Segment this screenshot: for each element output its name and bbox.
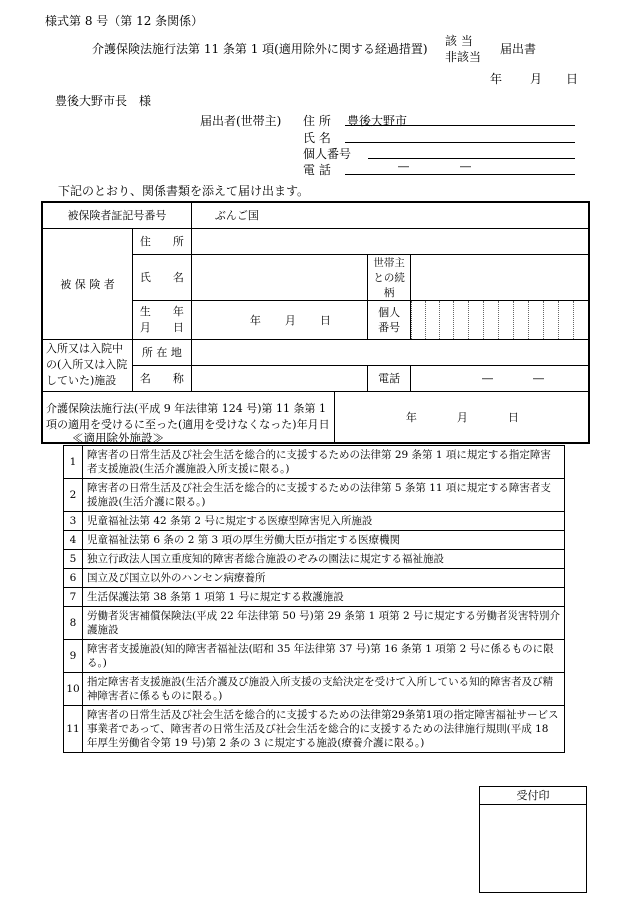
form-number: 様式第 8 号（第 12 条関係）	[45, 14, 204, 28]
date-day: 日	[566, 72, 579, 86]
exclusion-row	[64, 479, 565, 512]
id-digit-box[interactable]	[558, 301, 573, 339]
id-digit-box[interactable]	[498, 301, 513, 339]
facility-label: 入所又は入院中の(入所又は入院していた)施設	[42, 339, 132, 391]
exclusion-row	[64, 569, 565, 588]
facility-phone-sep1: ―	[481, 371, 493, 385]
receipt-stamp-box	[479, 786, 587, 893]
title-suffix: 届出書	[500, 42, 537, 56]
facility-name-field[interactable]	[191, 365, 367, 391]
notifier-name-label: 氏 名	[303, 131, 331, 145]
notifier-id-label: 個人番号	[303, 147, 352, 161]
exclusion-row	[64, 512, 565, 531]
exclusion-text: 労働者災害補償保険法(平成 22 年法律第 50 号)第 29 条第 1 項第 2 号に規定する労働者災害特別介護施設	[83, 607, 565, 640]
insured-table	[41, 201, 590, 444]
exclusion-number: 8	[64, 607, 83, 640]
facility-phone-sep2: ―	[532, 371, 544, 385]
id-digit-box[interactable]	[573, 301, 588, 339]
title-option-not-applicable: 非該当	[445, 50, 482, 64]
exclusion-number: 2	[64, 479, 83, 512]
address-field[interactable]	[191, 228, 589, 254]
notifier-phone-label: 電 話	[303, 163, 331, 177]
notifier-phone-line[interactable]	[345, 174, 575, 175]
exclusion-number: 5	[64, 550, 83, 569]
relation-field[interactable]	[410, 254, 589, 300]
notifier-id-line[interactable]	[368, 158, 575, 159]
location-field[interactable]	[191, 339, 589, 365]
exclusion-number: 9	[64, 640, 83, 673]
birth-label	[132, 300, 191, 339]
id-digit-box[interactable]	[513, 301, 528, 339]
id-number-boxes	[411, 301, 588, 339]
exclusion-row	[64, 607, 565, 640]
notifier-address-value[interactable]: 豊後大野市	[347, 114, 408, 128]
id-digit-box[interactable]	[543, 301, 558, 339]
date-month: 月	[530, 72, 543, 86]
exclusion-row	[64, 446, 565, 479]
notifier-label: 届出者(世帯主)	[200, 114, 282, 128]
receipt-label: 受付印	[480, 787, 586, 805]
birth-day: 日	[319, 313, 331, 327]
exclusion-number: 1	[64, 446, 83, 479]
insured-number-field[interactable]	[191, 202, 589, 228]
address-label: 住 所	[132, 228, 191, 254]
insured-number-label: 被保険者証記号番号	[42, 202, 191, 228]
facility-phone-label: 電話	[368, 365, 411, 391]
facility-phone-field[interactable]	[410, 365, 589, 391]
exclusion-row	[64, 550, 565, 569]
name-field[interactable]	[191, 254, 367, 300]
exclusion-row	[64, 588, 565, 607]
applied-day: 日	[507, 410, 519, 424]
applied-year: 年	[405, 410, 417, 424]
id-digit-box[interactable]	[411, 301, 425, 339]
exclusion-text: 障害者の日常生活及び社会生活を総合的に支援するための法律第 5 条第 11 項に規定する障害者支援施設(生活介護に限る。)	[83, 479, 565, 512]
id-digit-box[interactable]	[468, 301, 483, 339]
name-label: 氏 名	[132, 254, 191, 300]
exclusion-row	[64, 706, 565, 753]
id-label-line2: 番号	[378, 320, 401, 334]
exclusion-text: 児童福祉法第 6 条の 2 第 3 項の厚生労働大臣が指定する医療機関	[83, 531, 565, 550]
birth-label-line2: 月 日	[139, 320, 184, 334]
birth-label-line1: 生 年	[139, 304, 184, 318]
exclusion-number: 3	[64, 512, 83, 531]
notifier-address-label: 住 所	[303, 114, 331, 128]
notifier-address-line	[345, 125, 575, 126]
exclusion-text: 児童福祉法第 42 条第 2 号に規定する医療型障害児入所施設	[83, 512, 565, 531]
exclusion-text: 生活保護法第 38 条第 1 項第 1 号に規定する救護施設	[83, 588, 565, 607]
exclusion-number: 11	[64, 706, 83, 753]
exclusion-row	[64, 531, 565, 550]
insured-number-prefix: ぶんご国	[214, 209, 259, 223]
exclusion-text: 独立行政法人国立重度知的障害者総合施設のぞみの園法に規定する福祉施設	[83, 550, 565, 569]
id-label	[368, 300, 411, 339]
birth-year: 年	[249, 313, 261, 327]
location-label: 所 在 地	[132, 339, 191, 365]
title-option-applicable: 該 当	[445, 34, 473, 48]
exclusion-text: 障害者の日常生活及び社会生活を総合的に支援するための法律第 29 条第 1 項に規定する指定障害者支援施設(生活介護施設入所支援に限る。)	[83, 446, 565, 479]
exclusion-text: 指定障害者支援施設(生活介護及び施設入所支援の支給決定を受けて入所している知的障害者及び精神障害者に係るものに限る。)	[83, 673, 565, 706]
exclusion-number: 10	[64, 673, 83, 706]
birth-month: 月	[284, 313, 296, 327]
insured-label: 被 保 険 者	[42, 228, 132, 339]
date-year: 年	[490, 72, 503, 86]
exclusions-table	[63, 445, 565, 753]
applied-date-label-text: 介護保険法施行法(平成 9 年法律第 124 号)第 11 条第 1 項の適用を受けるに至った(適用を受けなくなった)年月日	[46, 401, 330, 431]
notifier-phone-sep2: ―	[460, 160, 471, 173]
relation-label: 世帯主との続柄	[368, 254, 411, 300]
exclusions-title: ≪適用除外施設≫	[72, 431, 164, 445]
intro-text: 下記のとおり、関係書類を添えて届け出ます。	[58, 184, 310, 198]
id-digit-box[interactable]	[425, 301, 439, 339]
exclusion-number: 7	[64, 588, 83, 607]
id-label-line1: 個人	[378, 305, 401, 319]
id-digit-box[interactable]	[483, 301, 498, 339]
exclusion-row	[64, 673, 565, 706]
exclusion-text: 障害者の日常生活及び社会生活を総合的に支援するための法律第29条第1項の指定障害福祉サービス事業者であって、障害者の日常生活及び社会生活を総合的に支援するための法律施行規則(平成 18 年厚生労働省令第 19 号)第 2 条の 3 に規定する施設(療養介護に限る。)	[83, 706, 565, 753]
addressee: 豊後大野市長 様	[55, 94, 152, 108]
id-digit-box[interactable]	[453, 301, 468, 339]
exclusion-number: 6	[64, 569, 83, 588]
notifier-phone-sep1: ―	[398, 160, 409, 173]
facility-name-label: 名 称	[132, 365, 191, 391]
exclusion-text: 国立及び国立以外のハンセン病療養所	[83, 569, 565, 588]
exclusion-row	[64, 640, 565, 673]
birth-date-field[interactable]	[191, 300, 367, 339]
exclusion-number: 4	[64, 531, 83, 550]
notifier-name-line[interactable]	[345, 142, 575, 143]
applied-date-field[interactable]	[334, 391, 589, 443]
id-digit-box[interactable]	[528, 301, 543, 339]
applied-month: 月	[456, 410, 468, 424]
id-number-field[interactable]	[410, 300, 589, 339]
form-title: 介護保険法施行法第 11 条第 1 項(適用除外に関する経過措置)	[92, 42, 428, 56]
id-digit-box[interactable]	[439, 301, 453, 339]
exclusion-text: 障害者支援施設(知的障害者福祉法(昭和 35 年法律第 37 号)第 16 条第 1 項第 2 号に係るものに限る。)	[83, 640, 565, 673]
